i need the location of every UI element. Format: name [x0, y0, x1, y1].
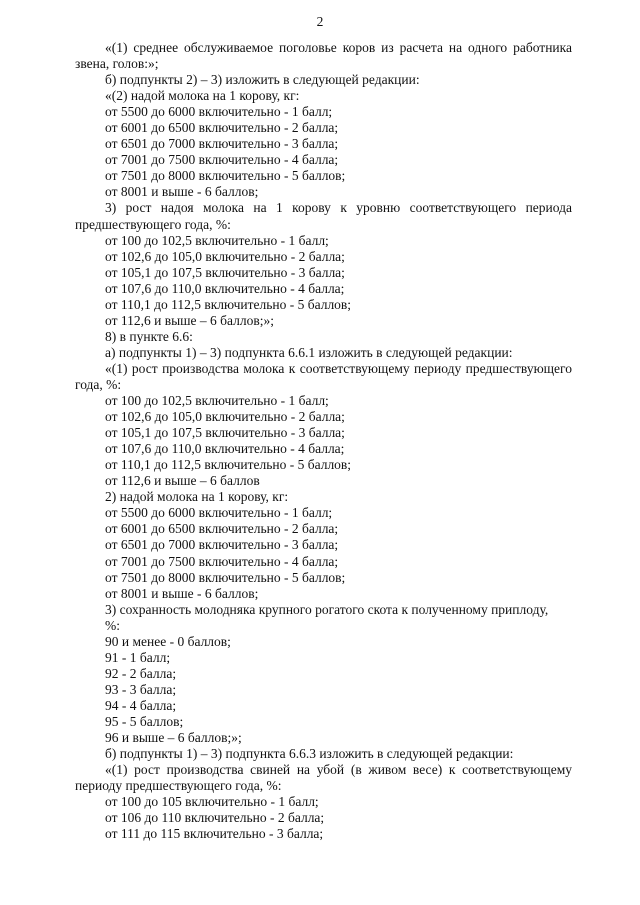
- paragraph: от 105,1 до 107,5 включительно - 3 балла;: [105, 264, 345, 280]
- paragraph: а) подпункты 1) – 3) подпункта 6.6.1 изложить в следующей редакции:: [105, 344, 513, 360]
- paragraph: от 6001 до 6500 включительно - 2 балла;: [105, 120, 339, 136]
- paragraph: от 105,1 до 107,5 включительно - 3 балла;: [105, 425, 345, 441]
- paragraph: от 112,6 и выше – 6 баллов;»;: [105, 312, 274, 328]
- paragraph: от 100 до 102,5 включительно - 1 балл;: [105, 232, 329, 248]
- paragraph: 3) рост надоя молока на 1 корову к уровню соответствующего периода предшествующего года, %:: [75, 200, 572, 232]
- paragraph: 8) в пункте 6.6:: [105, 328, 193, 344]
- paragraph: «(2) надой молока на 1 корову, кг:: [105, 88, 300, 104]
- paragraph: 93 - 3 балла;: [105, 681, 177, 697]
- paragraph: от 6001 до 6500 включительно - 2 балла;: [105, 521, 339, 537]
- paragraph: от 5500 до 6000 включительно - 1 балл;: [105, 104, 333, 120]
- paragraph: от 7501 до 8000 включительно - 5 баллов;: [105, 168, 346, 184]
- paragraph: «(1) рост производства свиней на убой (в живом весе) к соответствующему периоду предшествующего года, %:: [75, 762, 572, 794]
- paragraph: 95 - 5 баллов;: [105, 713, 184, 729]
- paragraph: б) подпункты 1) – 3) подпункта 6.6.3 изложить в следующей редакции:: [105, 746, 514, 762]
- paragraph: от 100 до 105 включительно - 1 балл;: [105, 794, 319, 810]
- paragraph: от 107,6 до 110,0 включительно - 4 балла;: [105, 441, 345, 457]
- paragraph: от 112,6 и выше – 6 баллов: [105, 473, 260, 489]
- paragraph: от 6501 до 7000 включительно - 3 балла;: [105, 537, 339, 553]
- paragraph: «(1) среднее обслуживаемое поголовье коров из расчета на одного работника звена, голов:»;: [75, 40, 572, 72]
- paragraph: от 110,1 до 112,5 включительно - 5 баллов;: [105, 296, 352, 312]
- paragraph: «(1) рост производства молока к соответствующему периоду предшествующего года, %:: [75, 360, 572, 392]
- paragraph: от 110,1 до 112,5 включительно - 5 баллов;: [105, 457, 352, 473]
- paragraph: от 7001 до 7500 включительно - 4 балла;: [105, 553, 339, 569]
- page-number: 2: [316, 14, 324, 29]
- paragraph: от 102,6 до 105,0 включительно - 2 балла;: [105, 248, 345, 264]
- paragraph: 94 - 4 балла;: [105, 697, 177, 713]
- paragraph: от 102,6 до 105,0 включительно - 2 балла;: [105, 409, 345, 425]
- paragraph: от 111 до 115 включительно - 3 балла;: [105, 826, 324, 842]
- paragraph: 91 - 1 балл;: [105, 649, 171, 665]
- paragraph: %:: [105, 617, 120, 633]
- paragraph: 92 - 2 балла;: [105, 665, 177, 681]
- paragraph: б) подпункты 2) – 3) изложить в следующей редакции:: [105, 72, 420, 88]
- paragraph: от 6501 до 7000 включительно - 3 балла;: [105, 136, 339, 152]
- paragraph: от 7501 до 8000 включительно - 5 баллов;: [105, 569, 346, 585]
- paragraph: 2) надой молока на 1 корову, кг:: [105, 489, 289, 505]
- paragraph: 90 и менее - 0 баллов;: [105, 633, 231, 649]
- paragraph: от 5500 до 6000 включительно - 1 балл;: [105, 505, 333, 521]
- paragraph: от 7001 до 7500 включительно - 4 балла;: [105, 152, 339, 168]
- document-body: [75, 40, 572, 842]
- paragraph: от 8001 и выше - 6 баллов;: [105, 184, 259, 200]
- paragraph: от 100 до 102,5 включительно - 1 балл;: [105, 393, 329, 409]
- paragraph: от 106 до 110 включительно - 2 балла;: [105, 810, 325, 826]
- paragraph: от 107,6 до 110,0 включительно - 4 балла;: [105, 280, 345, 296]
- paragraph: 96 и выше – 6 баллов;»;: [105, 730, 242, 746]
- paragraph: 3) сохранность молодняка крупного рогатого скота к полученному приплоду,: [105, 601, 549, 617]
- paragraph: от 8001 и выше - 6 баллов;: [105, 585, 259, 601]
